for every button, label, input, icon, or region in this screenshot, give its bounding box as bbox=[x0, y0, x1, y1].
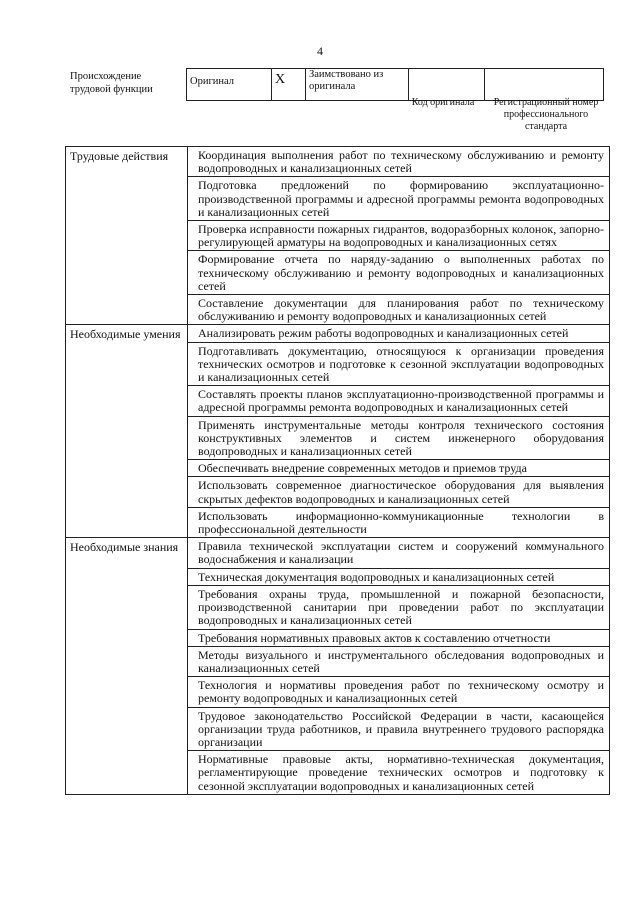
origin-label: Происхождение трудовой функции bbox=[70, 71, 153, 95]
table-row bbox=[66, 325, 610, 342]
table-row bbox=[66, 538, 610, 568]
section-item: Методы визуального и инструментального обследования водопроводных и канализационных сетей bbox=[188, 646, 610, 676]
original-mark: X bbox=[272, 69, 306, 101]
section-item: Координация выполнения работ по техническому обслуживанию и ремонту водопроводных и канализационных сетей bbox=[188, 147, 610, 177]
page-number: 4 bbox=[317, 44, 323, 58]
borrowed-cell: Заимствовано из оригинала bbox=[306, 69, 409, 101]
section-item: Нормативные правовые акты, нормативно-техническая документация, регламентирующие проведение технических осмотров и подготовку к сезонной эксплуатации водопроводных и канализационных сетей bbox=[188, 751, 610, 795]
section-item: Составлять проекты планов эксплуатационно-производственной программы и адресной программы ремонта водопроводных и канализационных сетей bbox=[188, 386, 610, 416]
code-original-cell bbox=[409, 69, 485, 101]
section-title: Трудовые действия bbox=[66, 147, 188, 325]
table-row bbox=[66, 147, 610, 177]
section-item: Проверка исправности пожарных гидрантов, водоразборных колонок, запорно-регулирующей арматуры на водопроводных и канализационных сетях bbox=[188, 221, 610, 251]
section-item: Использовать информационно-коммуникационные технологии в профессиональной деятельности bbox=[188, 507, 610, 537]
section-item: Формирование отчета по наряду-заданию о выполненных работах по техническому обслуживанию и ремонту водопроводных и канализационных сетей bbox=[188, 251, 610, 295]
section-item: Требования охраны труда, промышленной и пожарной безопасности, производственной санитарии при проведении работ по эксплуатации водопроводных и канализационных сетей bbox=[188, 585, 610, 629]
section-item: Технология и нормативы проведения работ по техническому осмотру и ремонту водопроводных и канализационных сетей bbox=[188, 677, 610, 707]
section-item: Подготовка предложений по формированию эксплуатационно-производственной программы и адресной программы ремонта водопроводных и канализационных сетей bbox=[188, 177, 610, 221]
reg-number-caption: Регистрационный номер профессионального стандарта bbox=[493, 97, 599, 132]
original-cell: Оригинал bbox=[187, 69, 272, 101]
reg-number-cell bbox=[485, 69, 604, 101]
section-item: Применять инструментальные методы контроля технического состояния конструктивных элементов и систем инженерного оборудования водопроводных и канализационных сетей bbox=[188, 416, 610, 460]
section-item: Трудовое законодательство Российской Федерации в части, касающейся организации труда работников, и правила внутреннего трудового распорядка организации bbox=[188, 707, 610, 751]
section-item: Техническая документация водопроводных и канализационных сетей bbox=[188, 568, 610, 585]
section-item: Правила технической эксплуатации систем и сооружений коммунального водоснабжения и канализации bbox=[188, 538, 610, 568]
section-item: Составление документации для планирования работ по техническому обслуживанию и ремонту водопроводных и канализационных сетей bbox=[188, 295, 610, 325]
section-item: Подготавливать документацию, относящуюся к организации проведения технических осмотров и подготовке к сезонной эксплуатации водопроводных и канализационных сетей bbox=[188, 342, 610, 386]
labor-function-table bbox=[65, 146, 610, 795]
section-item: Анализировать режим работы водопроводных и канализационных сетей bbox=[188, 325, 610, 342]
section-item: Обеспечивать внедрение современных методов и приемов труда bbox=[188, 460, 610, 477]
section-item: Использовать современное диагностическое оборудования для выявления скрытых дефектов водопроводных и канализационных сетей bbox=[188, 477, 610, 507]
section-title: Необходимые умения bbox=[66, 325, 188, 538]
code-original-caption: Код оригинала bbox=[411, 97, 475, 108]
section-title: Необходимые знания bbox=[66, 538, 188, 794]
section-item: Требования нормативных правовых актов к составлению отчетности bbox=[188, 629, 610, 646]
